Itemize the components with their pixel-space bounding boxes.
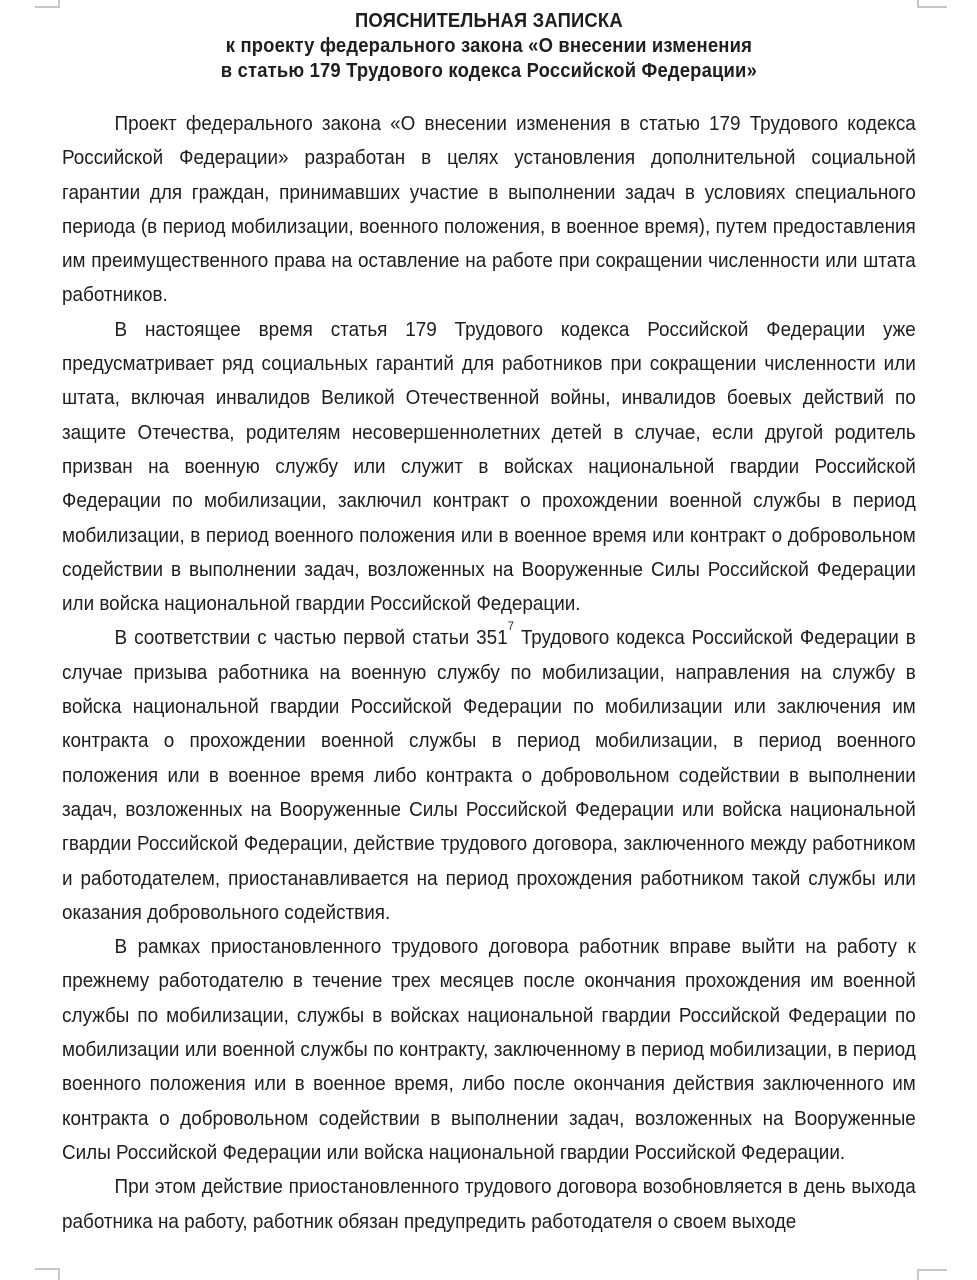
paragraph-text: В настоящее время статья 179 Трудового кодекса Российской Федерации уже предусматривает ряд социальных гарантий для работников при сокращении численности или штата, включая инвалидов Великой Отечественной войны, инвалидов боевых действий по защите Отечества, родителям несовершеннолетних детей в случае, если другой родитель призван на военную службу или служит в войсках национальной гвардии Российской Федерации по мобилизации, заключил контракт о прохождении военной службы в период мобилизации, в период военного положения или в военное время или контракт о добровольном содействии в выполнении задач, возложенных на Вооруженные Силы Российской Федерации или войска национальной гвардии Российской Федерации. [62, 317, 916, 616]
paragraph-text: В соответствии с частью первой статьи 351 [114, 626, 508, 650]
paragraph-text: В рамках приостановленного трудового договора работник вправе выйти на работу к прежнему работодателю в течение трех месяцев после окончания прохождения им военной службы по мобилизации, службы в войсках национальной гвардии Российской Федерации по мобилизации или военной службы по контракту, заключенному в период мобилизации, в период военного положения или в военное время, либо после окончания действия заключенного им контракта о добровольном содействии в выполнении задач, возложенных на Вооруженные Силы Российской Федерации или войска национальной гвардии Российской Федерации. [62, 935, 916, 1164]
paragraph-3 [62, 621, 916, 930]
paragraph-text: При этом действие приостановленного трудового договора возобновляется в день выхода работника на работу, работник обязан предупредить работодателя о своем выходе [62, 1175, 916, 1233]
crop-mark-top-left [35, 0, 60, 8]
crop-mark-bottom-right [917, 1269, 947, 1280]
paragraph-text: Проект федерального закона «О внесении изменения в статью 179 Трудового кодекса Российской Федерации» разработан в целях установления дополнительной социальной гарантии для граждан, принимавших участие в выполнении задач в условиях специального периода (в период мобилизации, военного положения, в военное время), путем предоставления им преимущественного права на оставление на работе при сокращении численности или штата работников. [62, 112, 916, 307]
title-line-3: в статью 179 Трудового кодекса Российской Федерации» [220, 60, 757, 82]
crop-mark-bottom-left [35, 1268, 60, 1280]
paragraph-5 [62, 1170, 916, 1239]
title-line-1: ПОЯСНИТЕЛЬНАЯ ЗАПИСКА [354, 10, 623, 32]
paragraph-2 [62, 313, 916, 622]
title-line-2: к проекту федерального закона «О внесении изменения [225, 35, 753, 57]
paragraph-text: Трудового кодекса Российской Федерации в случае призыва работника на военную службу по мобилизации, направления на службу в войска национальной гвардии Российской Федерации по мобилизации или заключения им контракта о прохождении военной службы в период мобилизации, в период военного положения или в военное время либо контракта о добровольном содействии в выполнении задач, возложенных на Вооруженные Силы Российской Федерации или войска национальной гвардии Российской Федерации, действие трудового договора, заключенного между работником и работодателем, приостанавливается на период прохождения работником такой службы или оказания добровольного содействия. [62, 626, 916, 924]
document-title [62, 9, 916, 84]
paragraph-1 [62, 107, 916, 313]
article-footnote-superscript: 7 [507, 619, 514, 634]
page-content [62, 9, 916, 1239]
crop-mark-top-right [917, 0, 947, 8]
paragraph-4 [62, 930, 916, 1170]
document-body [62, 107, 916, 1239]
